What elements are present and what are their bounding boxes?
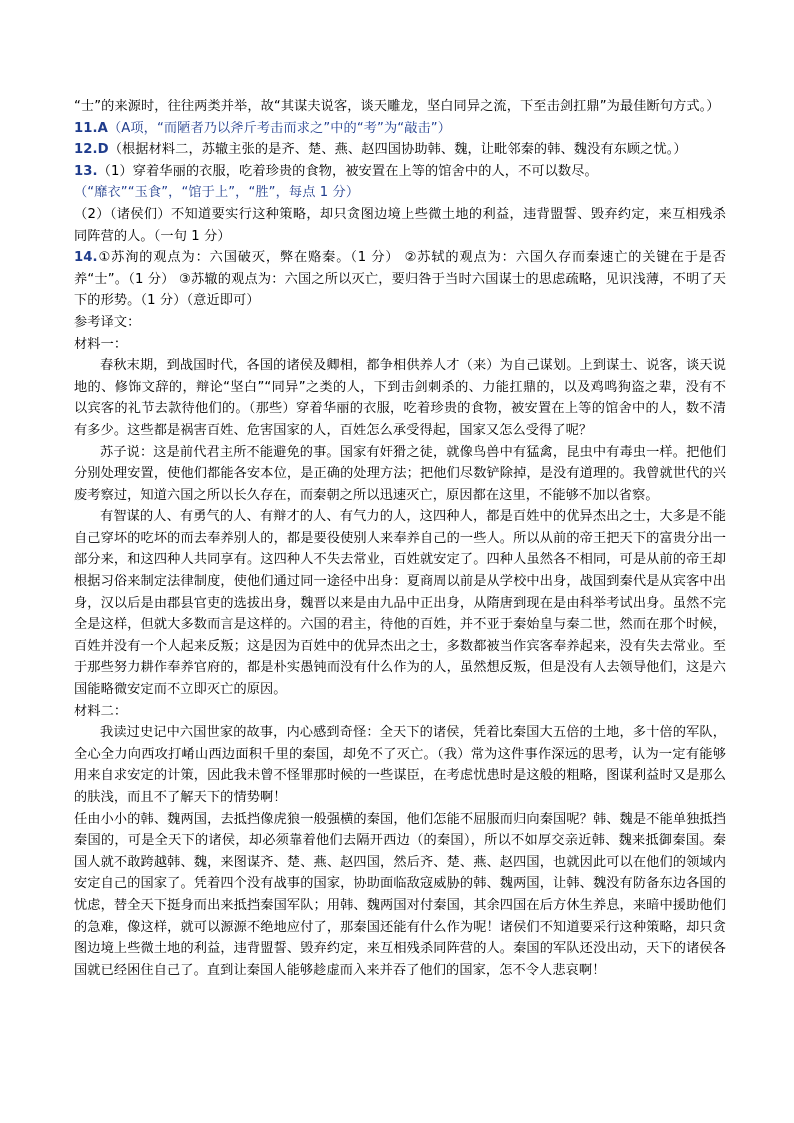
- answer-14-text: ①苏洵的观点为：六国破灭，弊在赂秦。（1 分） ②苏轼的观点为：六国久存而秦速亡的关键在于是否养“士”。（1 分） ③苏辙的观点为：六国之所以灭亡，要归咎于当时六国谋士的思虑疏略，见识浅薄，不明了天下的形势。（1 分）（意近即可）: [74, 250, 726, 309]
- material2-paragraph: 任由小小的韩、魏两国，去抵挡像虎狼一般强横的秦国，他们怎能不屈服而归向秦国呢？韩、魏是不能单独抵挡秦国的，可是全天下的诸侯，却必须靠着他们去隔开西边（的秦国），所以不如厚交亲近韩、魏来抵御秦国。秦国人就不敢跨越韩、魏，来图谋齐、楚、燕、赵四国，然后齐、楚、燕、赵四国，也就因此可以在他们的领域内安定自己的国家了。凭着四个没有战事的国家，协助面临敌寇威胁的韩、魏两国，让韩、魏没有防备东边各国的忧虑，替全天下挺身而出来抵挡秦国军队；用韩、魏两国对付秦国，其余四国在后方休生养息，来暗中援助他们的急难，像这样，就可以源源不绝地应付了，那秦国还能有什么作为呢！诸侯们不知道要采行这种策略，却只贪图边境上些微土地的利益，违背盟誓、毁弃约定，来互相残杀同阵营的人。秦国的军队还没出动，天下的诸侯各国就已经困住自己了。直到让秦国人能够趁虚而入来并吞了他们的国家，怎不令人悲哀啊！: [74, 811, 726, 978]
- material1-paragraph: 苏子说：这是前代君主所不能避免的事。国家有奸猾之徒，就像鸟兽中有猛禽，昆虫中有毒虫一样。把他们分别处理安置，使他们都能各安本位，是正确的处理方法；把他们尽数铲除掉，是没有道理的。我曾就世代的兴废考察过，知道六国之所以长久存在，而秦朝之所以迅速灭亡，原因都在这里，不能够不加以省察。: [74, 444, 726, 503]
- material2-heading: 材料二：: [74, 703, 128, 719]
- material1-paragraph: 春秋末期，到战国时代，各国的诸侯及卿相，都争相供养人才（来）为自己谋划。上到谋士、说客，谈天说地的、修饰文辞的，辩论“坚白”“同异”之类的人，下到击剑刺杀的、力能扛鼎的，以及鸡鸣狗盗之辈，没有不以宾客的礼节去款待他们的。（那些）穿着华丽的衣服，吃着珍贵的食物，被安置在上等的馆舍中的人，数不清有多少。这些都是祸害百姓、危害国家的人，百姓怎么承受得起，国家又怎么受得了呢？: [74, 358, 726, 438]
- answer-13-part1-text: （1）穿着华丽的衣服，吃着珍贵的食物，被安置在上等的馆舍中的人，不可以数尽。: [97, 163, 598, 179]
- answer-13-part2: （2）（诸侯们）不知道要实行这种策略，却只贪图边境上些微土地的利益，违背盟誓、毁弃约定，来互相残杀同阵营的人。（一句 1 分）: [74, 206, 726, 244]
- material1-paragraph: 有智谋的人、有勇气的人、有辩才的人、有气力的人，这四种人，都是百姓中的优异杰出之士，大多是不能自己穿坏的吃坏的而去奉养别人的，都是要役使别人来奉养自己的一些人。所以从前的帝王把天下的富贵分出一部分来，和这四种人共同享有。这四种人不失去常业，百姓就安定了。四种人虽然各不相同，可是从前的帝王却根据习俗来制定法律制度，使他们通过同一途径中出身：夏商周以前是从学校中出身，战国到秦代是从宾客中出身，汉以后是由郡县官吏的选拔出身，魏晋以来是由九品中正出身，从隋唐到现在是由科举考试出身。虽然不完全是这样，但就大多数而言是这样的。六国的君主，待他的百姓，并不亚于秦始皇与秦二世，然而在那个时候，百姓并没有一个人起来反叛；这是因为百姓中的优异杰出之士，多数都被当作宾客奉养起来，没有失去常业。至于那些努力耕作奉养官府的，都是朴实愚钝而没有什么作为的人，虽然想反叛，但是没有人去领导他们，这是六国能略微安定而不立即灭亡的原因。: [74, 509, 726, 698]
- answer-12-text: （根据材料二，苏辙主张的是齐、楚、燕、赵四国协助韩、魏，让毗邻秦的韩、魏没有东顾之忧。）: [108, 142, 687, 158]
- answer-11-text: （A项，“而陋者乃以斧斤考击而求之”中的“考”为“敲击”）: [107, 120, 452, 136]
- answer-13-number: 13.: [74, 163, 98, 179]
- translation-heading: 参考译文：: [74, 314, 141, 330]
- answer-14: [74, 247, 726, 312]
- answer-11-number: 11.A: [74, 120, 108, 136]
- answer-10-continuation: “士”的来源时，往往两类并举，故“其谋夫说客，谈天雕龙，坚白同异之流，下至击剑扛鼎”为最佳断句方式。）: [74, 99, 720, 114]
- answer-11: [74, 118, 726, 140]
- answer-12-number: 12.D: [74, 142, 109, 158]
- answer-13-part1-scoring: （“靡衣”“玉食”，“馆于上”，“胜”，每点 1 分）: [74, 185, 360, 201]
- material1-heading: 材料一：: [74, 336, 128, 352]
- material2-paragraph: 我读过史记中六国世家的故事，内心感到奇怪：全天下的诸侯，凭着比秦国大五倍的土地，多十倍的军队，全心全力向西攻打崤山西边面积千里的秦国，却免不了灭亡。（我）常为这件事作深远的思考，认为一定有能够用来自求安定的计策，因此我未曾不怪罪那时候的一些谋臣，在考虑忧患时是这般的粗略，图谋利益时又是那么的肤浅，而且不了解天下的情势啊！: [74, 725, 726, 805]
- answer-14-number: 14.: [74, 250, 98, 266]
- answer-12: [74, 139, 726, 161]
- answer-content: [74, 96, 726, 981]
- answer-13-part1: [74, 161, 726, 183]
